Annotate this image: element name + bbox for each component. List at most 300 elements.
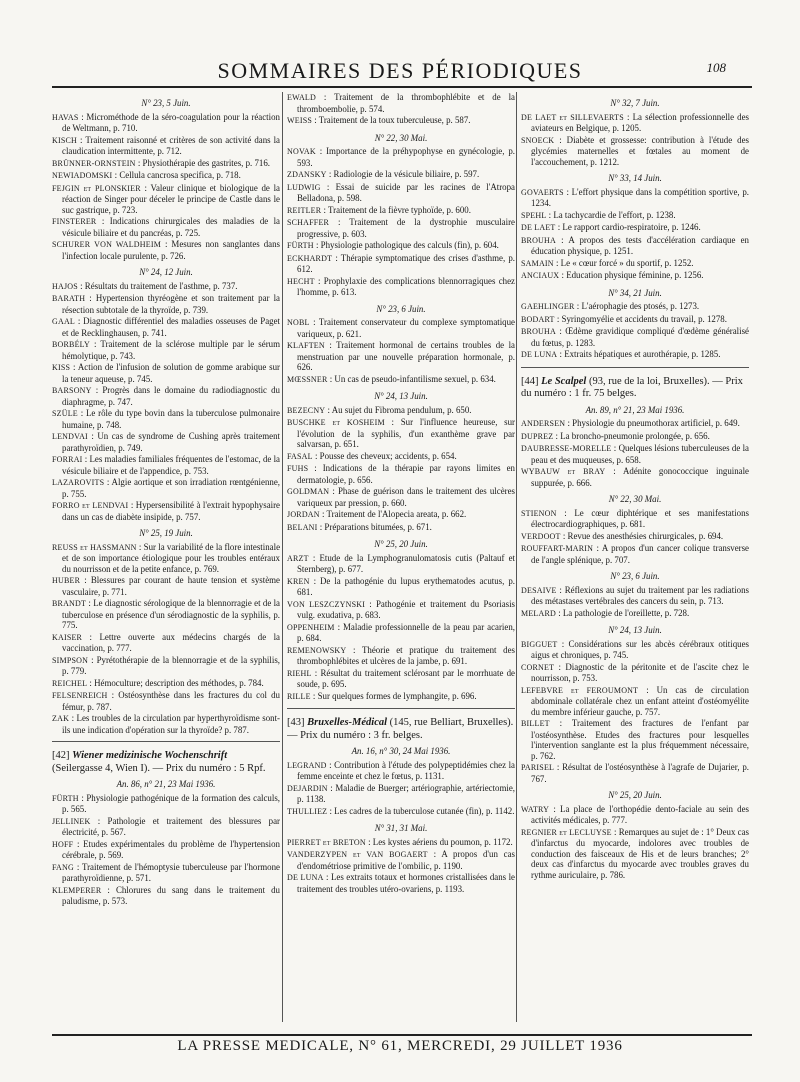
volume-heading: An. 89, n° 21, 23 Mai 1936. (585, 404, 685, 415)
article-entry (52, 385, 280, 407)
article-entry (521, 270, 749, 282)
article-title: : Lettre ouverte aux médecins chargés de la vaccination, p. 777. (62, 631, 280, 653)
author-names: HAJOS (52, 281, 78, 291)
author-names: DUPREZ (521, 431, 554, 441)
article-title: : A propos des tests d'accélération cardiaque en éducation physique, p. 1251. (531, 234, 749, 256)
page-title: SOMMAIRES DES PÉRIODIQUES (217, 58, 583, 83)
page-number: 108 (706, 60, 726, 75)
article-title: : Un cas de circulation abdominale collatérale chez un enfant atteint d'ostéomyélite du membre inférieur gauche, p. 757. (531, 684, 749, 717)
article-title: : Algie aortique et son irradiation rœntgénienne, p. 755. (62, 477, 280, 499)
author-names: BARATH (52, 294, 86, 303)
author-names: GOLDMAN (287, 487, 330, 496)
article-entry (52, 713, 280, 735)
article-title: : Pousse des cheveux; accidents, p. 654. (312, 450, 457, 461)
issue-heading: N° 23, 5 Juin. (141, 98, 191, 108)
article-entry (52, 542, 280, 575)
article-entry (287, 668, 515, 690)
journal-name: Bruxelles-Médical (307, 717, 388, 728)
issue-heading: N° 25, 20 Juin. (608, 790, 662, 800)
author-names: JORDAN (287, 510, 320, 519)
author-names: CORNET (521, 662, 555, 672)
issue-heading: N° 22, 30 Mai. (608, 494, 662, 504)
article-title: : La pathologie de l'oreillette, p. 728. (555, 607, 690, 618)
author-names: NEWIADOMSKI (52, 171, 113, 180)
author-names: HUBER (52, 576, 81, 585)
author-names: ARZT (287, 553, 309, 563)
article-entry (521, 326, 749, 348)
article-entry (52, 632, 280, 654)
article-entry (287, 849, 515, 871)
footer-journal-line: LA PRESSE MEDICALE, N° 61, MERCREDI, 29 JUILLET 1936 (177, 1038, 623, 1054)
article-title: : Les cadres de la tuberculose cutanée (fin), p. 1142. (327, 805, 515, 816)
author-names: HECHT (287, 276, 315, 286)
article-entry (52, 816, 280, 838)
author-names: VON LESZCZYNSKI (287, 599, 366, 609)
author-names: NOVAK (287, 147, 316, 156)
article-entry (287, 317, 515, 339)
author-names: SNOECK (521, 135, 555, 145)
issue-heading: N° 25, 20 Juin. (374, 539, 428, 549)
article-title: : Traitement des fractures de l'enfant par l'ostéosynthèse. Etudes des fractures pour lesquelles l'intervention sanglante est la plus fréquemment nécessaire, p. 762. (531, 718, 749, 761)
column-divider (282, 92, 283, 1022)
header-rule (52, 86, 752, 88)
author-names: FINSTERER (52, 217, 97, 226)
article-entry (287, 340, 515, 373)
article-title: : Traitement de la dystrophie musculaire progressive, p. 603. (297, 217, 515, 239)
article-title: : Sur l'influence heureuse, sur l'évolution de la syphilis, d'un exanthème grave par salvarsan, p. 651. (297, 417, 515, 449)
article-entry (52, 454, 280, 476)
article-entry (521, 531, 749, 543)
author-names: DAUBRESSE-MORELLE (521, 444, 612, 453)
article-title: : Ostéosynthèse dans les fractures du col du fémur, p. 787. (62, 690, 280, 712)
journal-number: [42] (52, 750, 73, 761)
journal-address: (145, rue Belliart, Bruxelles). — Prix du numéro : 3 fr. belges. (287, 717, 514, 741)
author-names: KLEMPERER (52, 885, 102, 895)
issue-heading: N° 31, 31 Mai. (374, 823, 428, 833)
article-entry (287, 522, 515, 534)
article-entry (52, 655, 280, 677)
article-entry (521, 827, 749, 881)
journal-heading (521, 367, 749, 401)
article-title: : Traitement de la fièvre typhoïde, p. 600. (321, 204, 471, 215)
article-entry (287, 806, 515, 818)
article-entry (521, 112, 749, 134)
article-title: : Hypersensibilité à l'extrait hypophysaire dans un cas de diabète insipide, p. 757. (62, 500, 280, 522)
article-title: : Importance de la préhypophyse en gynécologie, p. 593. (297, 146, 515, 168)
article-title: : Un cas de pseudo-infantilisme sexuel, p. 634. (327, 373, 496, 384)
author-names: DESAIVE (521, 585, 557, 595)
author-names: FANG (52, 862, 74, 872)
journal-number: [43] (287, 717, 308, 728)
author-names: ANDERSEN (521, 419, 566, 428)
article-title: : Thérapie symptomatique des crises d'asthme, p. 612. (297, 252, 515, 274)
article-title: : A propos d'un cas d'endométriose primitive de l'ombilic, p. 1190. (297, 849, 515, 871)
article-entry (52, 862, 280, 884)
author-names: OPPENHEIM (287, 622, 335, 632)
article-entry (52, 316, 280, 338)
article-title: : Action de l'infusion de solution de gomme arabique sur la teneur aqueuse, p. 745. (62, 362, 280, 384)
article-entry (287, 417, 515, 450)
journal-name: Wiener medizinische Wochenschrift (72, 750, 228, 761)
article-entry (52, 339, 280, 361)
volume-heading: An. 86, n° 21, 23 Mai 1936. (116, 779, 216, 789)
author-names: KAISER (52, 632, 83, 642)
article-entry (287, 115, 515, 127)
author-names: GAAL (52, 317, 76, 326)
article-title: : Blessures par courant de haute tension et système vasculaire, p. 771. (62, 575, 280, 597)
author-names: FUHS (287, 464, 309, 473)
author-names: DE LUNA (521, 350, 558, 359)
article-entry (52, 170, 280, 182)
article-entry (521, 187, 749, 209)
author-names: THULLIEZ (287, 806, 328, 816)
article-entry (521, 314, 749, 326)
article-entry (52, 135, 280, 157)
article-entry (52, 158, 280, 170)
article-title: : Résultat du traitement sclérosant par le morrhuate de soude, p. 695. (297, 667, 515, 689)
article-title: : Traitement de l'hémoptysie tuberculeuse par l'hormone parathyroïdienne, p. 571. (62, 861, 280, 883)
author-names: LEFEBVRE et FEROUMONT (521, 685, 639, 695)
author-names: DE LAET (521, 223, 556, 232)
article-title: : Education physique féminine, p. 1256. (559, 270, 704, 280)
article-entry (287, 645, 515, 667)
article-entry (521, 301, 749, 313)
article-title: : Adénite gonococcique inguinale suppurée, p. 666. (531, 466, 749, 488)
article-entry (287, 837, 515, 849)
column-3 (521, 92, 749, 1022)
article-title: : Etude de la Lymphogranulomatosis cutis (Paltauf et Sternberg), p. 677. (297, 552, 515, 574)
article-title: : Traitement de l'Alopecia areata, p. 662. (319, 509, 467, 519)
article-entry (52, 281, 280, 293)
article-entry (521, 762, 749, 784)
author-names: REUSS et HASSMANN (52, 542, 137, 552)
article-title: : La tachycardie de l'effort, p. 1238. (546, 209, 676, 220)
issue-heading: N° 24, 13 Juin. (608, 625, 662, 635)
article-title: : Réflexions au sujet du traitement par les radiations des métastases vertébrales des cancers du sein, p. 713. (531, 584, 749, 606)
article-entry (521, 466, 749, 488)
article-title: : Les extraits totaux et hormones cristallisées dans le traitement des troubles utéro-ovariens, p. 1193. (297, 872, 515, 894)
article-title: : Pyrétothérapie de la blennorragie et de la syphilis, p. 779. (62, 654, 280, 676)
author-names: ECKHARDT (287, 253, 333, 263)
author-names: REITLER (287, 205, 322, 215)
article-title: : Théorie et pratique du traitement des thrombophlébites et ulcères de la jambe, p. 691. (297, 644, 515, 666)
article-title: : Revue des anesthésies chirurgicales, p. 694. (560, 530, 724, 541)
author-names: SPEHL (521, 210, 547, 220)
author-names: SIMPSON (52, 655, 89, 665)
article-entry (287, 374, 515, 386)
article-entry (521, 543, 749, 565)
article-title: : Un cas de syndrome de Cushing après traitement parathyroïdien, p. 749. (62, 431, 280, 453)
author-names: FORRAI (52, 455, 83, 464)
article-entry (521, 585, 749, 607)
issue-heading: N° 33, 14 Juin. (608, 173, 662, 183)
author-names: HOFF (52, 839, 74, 849)
article-title: : Considérations sur les abcès cérébraux otitiques aigus et chroniques, p. 745. (531, 638, 749, 660)
article-entry (521, 718, 749, 761)
article-entry (52, 239, 280, 261)
author-names: BIGGUET (521, 639, 558, 649)
article-title: : Diagnostic de la péritonite et de l'ascite chez le nourrisson, p. 753. (531, 661, 749, 683)
article-title: : Œdème gravidique compliqué d'œdème généralisé du fœtus, p. 1283. (531, 326, 749, 348)
article-entry (287, 783, 515, 805)
article-title: : Diabète et grossesse: contribution à l'étude des glycémies maternelles et fœtales au moment de l'accouchement, p. 1212. (531, 134, 749, 167)
article-entry (52, 112, 280, 134)
article-title: : Le rapport cardio-respiratoire, p. 1246. (555, 222, 701, 232)
author-names: STIENON (521, 508, 557, 518)
article-title: : Remarques au sujet de : 1° Deux cas d'infarctus du myocarde, indolores avec troubles de conduction des faisceaux de His et de leurs branches; 2° deux cas d'infarctus du myocarde avec troubles graves du rythme auriculaire, p. 786. (531, 826, 749, 880)
journal-number: [44] (521, 375, 542, 387)
article-entry (287, 599, 515, 621)
author-names: KISS (52, 363, 71, 372)
author-names: REMENOWSKY (287, 645, 347, 655)
author-names: DE LAET et SILLEVAERTS (521, 112, 624, 122)
article-title: : Pathogénie et traitement du Psoriasis vulg. exudativa, p. 683. (297, 598, 515, 620)
article-entry (52, 408, 280, 430)
article-entry (287, 553, 515, 575)
article-title: : Au sujet du Fibroma pendulum, p. 650. (325, 404, 472, 415)
article-title: : Le diagnostic sérologique de la blennorragie et de la tuberculose en présence d'un sérodiagnostic de la syphilis, p. 775. (62, 598, 280, 630)
author-names: FELSENREICH (52, 691, 108, 700)
author-names: VANDERZYPEN et VAN BOGAERT (287, 850, 428, 859)
author-names: BROUHA (521, 235, 556, 245)
article-entry (52, 575, 280, 597)
article-title: : La place de l'orthopédie dento-faciale au sein des activités médicales, p. 777. (531, 803, 749, 825)
author-names: SZÜLE (52, 409, 78, 418)
issue-heading: N° 24, 13 Juin. (374, 391, 428, 401)
article-title: : Phase de guérison dans le traitement des ulcères variqueux par pression, p. 660. (297, 486, 515, 508)
article-title: : Etudes expérimentales du problème de l'hypertension cérébrale, p. 569. (62, 838, 280, 860)
article-title: : Syringomyélie et accidents du travail, p. 1278. (554, 313, 727, 324)
article-entry (52, 477, 280, 499)
author-names: KISCH (52, 135, 78, 145)
author-names: EWALD (287, 93, 316, 102)
author-names: BILLET (521, 719, 550, 728)
article-title: : Hémoculture; description des méthodes, p. 784. (87, 677, 264, 688)
author-names: GOVAERTS (521, 187, 564, 197)
column-1 (52, 92, 280, 1022)
article-entry (287, 405, 515, 417)
journal-address: (Seilergasse 4, Wien I). — Prix du numéro : 5 Rpf. (52, 762, 266, 774)
article-title: : De la pathogénie du lupus erythematodes acutus, p. 681. (297, 575, 515, 597)
article-title: : L'aérophagie des ptosés, p. 1273. (574, 301, 700, 311)
article-title: : Indications de la thérapie par rayons limites en dermatologie, p. 656. (297, 463, 515, 485)
issue-heading: N° 22, 30 Mai. (374, 132, 428, 143)
author-names: SAMAIN (521, 258, 554, 268)
article-title: : Contribution à l'étude des polypeptidémies chez la femme enceinte et chez le fœtus, p. 1131. (297, 759, 515, 781)
article-title: : Physiologie pathogénique de la formation des calculs, p. 565. (62, 792, 280, 814)
author-names: BUSCHKE et KOSHEIM (287, 418, 385, 427)
article-entry (52, 500, 280, 522)
article-title: : Physiothérapie des gastrites, p. 716. (135, 157, 270, 168)
author-names: WATRY (521, 804, 550, 814)
article-entry (287, 576, 515, 598)
author-names: BORBÉLY (52, 340, 90, 349)
author-names: LAZAROVITS (52, 478, 105, 487)
article-title: : La broncho-pneumonie prolongée, p. 656. (553, 430, 710, 441)
author-names: ROUFFART-MARIN (521, 544, 594, 553)
article-entry (287, 486, 515, 508)
article-entry (287, 463, 515, 485)
article-entry (521, 443, 749, 465)
article-title: : Hypertension thyréogène et son traitement par la résection subtotale de la thyroïde, p. 739. (62, 293, 280, 315)
article-entry (521, 685, 749, 718)
author-names: BRANDT (52, 599, 87, 608)
article-title: : Pathologie et traitement des blessures par électricité, p. 567. (62, 815, 280, 837)
author-names: LUDWIG (287, 182, 321, 192)
author-names: BEZECNY (287, 405, 326, 415)
article-title: : Diagnostic différentiel des maladies osseuses de Paget et de Recklinghausen, p. 741. (62, 316, 280, 338)
article-title: : Traitement raisonné et critères de son activité dans la claudication intermittente, p. 712. (62, 134, 280, 156)
article-entry (521, 804, 749, 826)
author-names: NOBL (287, 318, 310, 327)
author-names: BODART (521, 314, 555, 324)
author-names: BROUHA (521, 327, 556, 336)
article-entry (521, 258, 749, 270)
author-names: GAEHLINGER (521, 302, 575, 311)
author-names: FÜRTH (52, 793, 79, 803)
author-names: ANCIAUX (521, 271, 560, 280)
article-entry (52, 690, 280, 712)
author-names: DE LUNA (287, 873, 324, 882)
author-names: RILLE (287, 691, 311, 701)
article-title: : Progrès dans le domaine du radiodiagnostic du diaphragme, p. 747. (62, 385, 280, 407)
author-names: JELLINEK (52, 816, 91, 826)
article-title: : Essai de suicide par les racines de l'Atropa Belladona, p. 598. (297, 181, 515, 203)
article-entry (521, 639, 749, 661)
issue-heading: N° 23, 6 Juin. (376, 303, 426, 314)
article-entry (521, 418, 749, 430)
article-entry (287, 760, 515, 782)
article-title: : Physiologie pathologique des calculs (fin), p. 604. (313, 240, 499, 250)
author-names: FEJGIN et PLONSKIER (52, 183, 141, 193)
article-title: : Le rôle du type bovin dans la tuberculose pulmonaire humaine, p. 748. (62, 408, 280, 430)
article-title: : Mesures non sanglantes dans l'infection locale purulente, p. 726. (62, 239, 280, 261)
author-names: DEJARDIN (287, 783, 328, 793)
article-title: : Microméthode de la séro-coagulation pour la réaction de Weltmann, p. 710. (62, 111, 280, 133)
article-title: : Traitement de la toux tuberculeuse, p. 587. (312, 115, 471, 125)
article-title: : Traitement de la thrombophlébite et de la thromboembolie, p. 574. (297, 92, 515, 114)
volume-heading: An. 16, n° 30, 24 Mai 1936. (351, 746, 451, 756)
article-title: : Les troubles de la circulation par hyperthyroïdisme sont-ils une indication d'opération sur la thyroïde? p. 787. (62, 713, 280, 735)
journal-address: (93, rue de la loi, Bruxelles). — Prix du numéro : 1 fr. 75 belges. (521, 375, 743, 399)
issue-heading: N° 23, 6 Juin. (610, 571, 660, 581)
article-entry (287, 691, 515, 703)
author-names: SCHURER VON WALDHEIM (52, 240, 162, 249)
article-title: : Sur la variabilité de la flore intestinale et de son importance étiologique pour les troubles entéraux du nourrisson et de la petite enfance, p. 769. (62, 541, 280, 574)
article-entry (287, 872, 515, 894)
column-divider (516, 92, 517, 1022)
author-names: RIEHL (287, 668, 312, 678)
author-names: PARISEL (521, 763, 555, 772)
article-entry (521, 508, 749, 530)
author-names: MŒSSNER (287, 374, 328, 384)
article-title: : Prophylaxie des complications blennorragiques chez l'homme, p. 613. (297, 275, 515, 297)
article-title: : La sélection professionnelle des aviateurs en Belgique, p. 1205. (531, 111, 749, 133)
article-entry (521, 135, 749, 168)
article-title: : Préparations bitumées, p. 671. (317, 521, 432, 532)
author-names: REGNIER et LECLUYSE (521, 827, 612, 837)
article-entry (287, 240, 515, 252)
author-names: WEISS (287, 116, 312, 125)
author-names: LENDVAI (52, 432, 88, 441)
author-names: VERDOOT (521, 531, 561, 541)
article-entry (287, 276, 515, 298)
footer-rule (52, 1034, 752, 1036)
journal-heading (287, 708, 515, 742)
author-names: WYBAUW et BRAY (521, 467, 606, 476)
issue-heading: N° 32, 7 Juin. (610, 98, 660, 108)
article-title: : Chlorures du sang dans le traitement du paludisme, p. 573. (62, 884, 280, 906)
article-entry (52, 598, 280, 631)
author-names: BRÜNNER-ORNSTEIN (52, 158, 136, 168)
column-2 (287, 92, 515, 1022)
article-title: : Maladie de Buerger; artériographie, artériectomie, p. 1138. (297, 782, 515, 804)
article-entry (521, 349, 749, 361)
article-title: : Sur quelques formes de lymphangite, p. 696. (310, 690, 477, 701)
article-entry (52, 678, 280, 690)
article-title: : Résultat de l'ostéosynthèse à l'agrafe de Dujarier, p. 767. (531, 762, 749, 784)
issue-heading: N° 25, 19 Juin. (139, 528, 193, 538)
article-entry (287, 205, 515, 217)
author-names: KLAFTEN (287, 341, 325, 350)
article-title: : Les maladies familiales fréquentes de l'estomac, de la vésicule biliaire et de l'appendice, p. 753. (62, 454, 280, 476)
author-names: FASAL (287, 451, 313, 461)
journal-heading (52, 741, 280, 775)
article-entry (287, 146, 515, 168)
author-names: SCHAFFER (287, 218, 330, 227)
article-entry (52, 362, 280, 384)
article-entry (287, 169, 515, 181)
article-entry (287, 92, 515, 114)
article-entry (521, 662, 749, 684)
article-entry (287, 451, 515, 463)
article-title: : Traitement conservateur du complexe symptomatique variqueux, p. 621. (297, 317, 515, 339)
article-entry (52, 793, 280, 815)
article-title: : L'effort physique dans la compétition sportive, p. 1234. (531, 186, 749, 208)
issue-heading: N° 34, 21 Juin. (608, 287, 662, 298)
author-names: HAVAS (52, 112, 79, 122)
article-title: : Traitement de la sclérose multiple par le sérum hémolytique, p. 743. (62, 339, 280, 361)
article-entry (287, 182, 515, 204)
issue-heading: N° 24, 12 Juin. (139, 267, 193, 277)
article-entry (287, 253, 515, 275)
article-entry (52, 216, 280, 238)
article-title: : Indications chirurgicales des maladies de la vésicule biliaire et du pancréas, p. 725. (62, 216, 280, 238)
author-names: KREN (287, 576, 310, 586)
article-title: : Maladie professionnelle de la peau par acarien, p. 684. (297, 621, 515, 643)
author-names: FÜRTH (287, 241, 314, 250)
author-names: FORRO et LENDVAI (52, 501, 129, 510)
article-title: : A propos d'un cancer colique transverse de l'angle splénique, p. 707. (531, 543, 749, 565)
article-entry (52, 839, 280, 861)
article-entry (521, 608, 749, 620)
article-title: : Résultats du traitement de l'asthme, p. 737. (77, 280, 238, 291)
author-names: LEGRAND (287, 760, 327, 770)
author-names: ZAK (52, 714, 70, 723)
article-entry (521, 235, 749, 257)
article-title: : Traitement hormonal de certains troubles de la menstruation par une nouvelle préparation hormonale, p. 626. (297, 340, 515, 372)
article-entry (52, 431, 280, 453)
article-entry (52, 183, 280, 216)
article-entry (521, 210, 749, 222)
journal-name: Le Scalpel (541, 375, 587, 387)
author-names: BARSONY (52, 386, 92, 395)
author-names: MELARD (521, 608, 556, 618)
author-names: BELANI (287, 522, 318, 532)
article-title: : Cellula cancrosa specifica, p. 718. (112, 170, 241, 180)
article-entry (521, 222, 749, 234)
author-names: PIERRET et BRETON (287, 837, 366, 847)
